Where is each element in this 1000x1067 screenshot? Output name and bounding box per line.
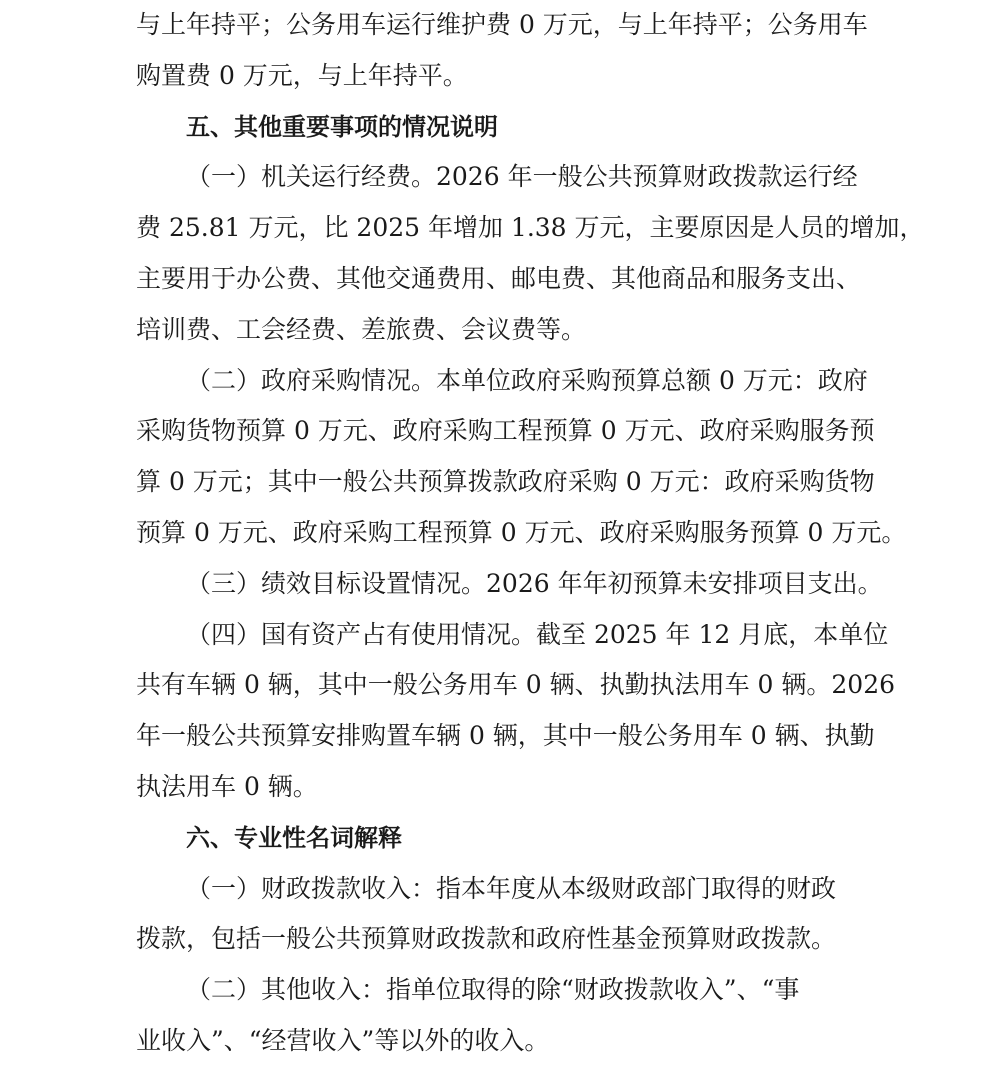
text-line: 购置费 0 万元，与上年持平。 (136, 60, 468, 90)
text-line: （二）其他收入：指单位取得的除“财政拨款收入”、“事 (186, 975, 800, 1005)
text-line: （四）国有资产占有使用情况。截至 2025 年 12 月底，本单位 (186, 619, 889, 649)
text-line: 年一般公共预算安排购置车辆 0 辆，其中一般公务用车 0 辆、执勤 (136, 721, 875, 751)
paragraph-government-procurement (136, 356, 907, 559)
text-line: （一）财政拨款收入：指本年度从本级财政部门取得的财政 (186, 873, 837, 903)
paragraph-other-income (136, 965, 890, 1067)
text-line: 与上年持平；公务用车运行维护费 0 万元，与上年持平；公务用车 (136, 10, 868, 39)
paragraph-fiscal-appropriation (136, 864, 890, 966)
text-line: 培训费、工会经费、差旅费、会议费等。 (136, 314, 587, 344)
text-line: （一）机关运行经费。2026 年一般公共预算财政拨款运行经 (186, 162, 858, 192)
text-line: 主要用于办公费、其他交通费用、邮电费、其他商品和服务支出、 (136, 263, 862, 293)
text-line: 共有车辆 0 辆，其中一般公务用车 0 辆、执勤执法用车 0 辆。2026 (136, 670, 896, 700)
text-line: 算 0 万元；其中一般公共预算拨款政府采购 0 万元：政府采购货物 (136, 467, 875, 497)
text-line: 拨款，包括一般公共预算财政拨款和政府性基金预算财政拨款。 (136, 924, 837, 954)
paragraph-state-assets (136, 610, 896, 813)
text-line: （三）绩效目标设置情况。2026 年年初预算未安排项目支出。 (186, 568, 883, 598)
text-line: （二）政府采购情况。本单位政府采购预算总额 0 万元：政府 (186, 365, 868, 395)
text-line: 业收入”、“经营收入”等以外的收入。 (136, 1025, 550, 1055)
heading-text: 六、专业性名词解释 (186, 823, 402, 852)
document-page (136, 0, 925, 1067)
paragraph-performance-targets (136, 559, 890, 610)
text-line: 预算 0 万元、政府采购工程预算 0 万元、政府采购服务预算 0 万元。 (136, 517, 907, 547)
section-heading-terms (136, 813, 890, 864)
text-line: 费 25.81 万元，比 2025 年增加 1.38 万元，主要原因是人员的增加， (136, 213, 925, 243)
text-line: 采购货物预算 0 万元、政府采购工程预算 0 万元、政府采购服务预 (136, 416, 875, 446)
section-heading-other-matters (136, 102, 890, 153)
paragraph-vehicle-costs (136, 0, 890, 102)
paragraph-operating-expenses (136, 152, 925, 355)
text-line: 执法用车 0 辆。 (136, 771, 318, 801)
heading-text: 五、其他重要事项的情况说明 (186, 112, 498, 141)
